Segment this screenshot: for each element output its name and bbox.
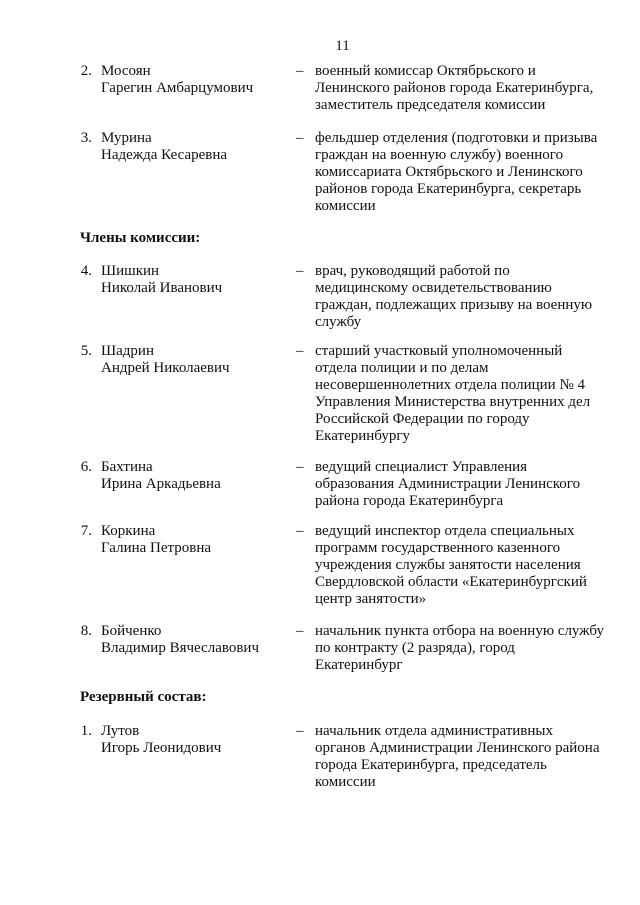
- description-line: начальник отдела административных: [315, 723, 553, 739]
- item-number: 4.: [80, 263, 92, 279]
- given-names: Андрей Николаевич: [101, 360, 230, 376]
- dash: –: [296, 723, 304, 739]
- person-name: [101, 63, 286, 97]
- description-line: районов города Екатеринбурга, секретарь: [315, 181, 582, 197]
- description-line: граждан, подлежащих призыву на военную: [315, 297, 593, 313]
- description-line: начальник пункта отбора на военную службу: [315, 623, 604, 639]
- description-line: заместитель председателя комиссии: [315, 97, 546, 113]
- surname: Коркина: [101, 523, 156, 539]
- description-line: района города Екатеринбурга: [315, 493, 504, 509]
- item-number: 6.: [80, 459, 92, 475]
- description-line: комиссариата Октябрьского и Ленинского: [315, 164, 583, 180]
- page-number: 11: [335, 38, 350, 54]
- dash: –: [296, 459, 304, 475]
- person-name: [101, 130, 286, 164]
- position-description: [315, 459, 615, 510]
- description-line: комиссии: [315, 198, 376, 214]
- description-line: военный комиссар Октябрьского и: [315, 63, 536, 79]
- description-line: Управления Министерства внутренних дел: [315, 394, 591, 410]
- given-names: Владимир Вячеславович: [101, 640, 259, 656]
- dash: –: [296, 623, 304, 639]
- description-line: Свердловской области «Екатеринбургский: [315, 574, 587, 590]
- person-name: [101, 459, 286, 493]
- person-name: [101, 723, 286, 757]
- item-number: 2.: [80, 63, 92, 79]
- given-names: Гарегин Амбарцумович: [101, 80, 254, 96]
- item-number: 8.: [80, 623, 92, 639]
- given-names: Николай Иванович: [101, 280, 223, 296]
- given-names: Игорь Леонидович: [101, 740, 222, 756]
- item-number: 5.: [80, 343, 92, 359]
- given-names: Галина Петровна: [101, 540, 212, 556]
- description-line: центр занятости»: [315, 591, 427, 607]
- surname: Мурина: [101, 130, 152, 146]
- description-line: отдела полиции и по делам: [315, 360, 489, 376]
- description-line: Екатеринбург: [315, 657, 403, 673]
- description-line: службу: [315, 314, 362, 330]
- position-description: [315, 63, 615, 114]
- description-line: врач, руководящий работой по: [315, 263, 510, 279]
- surname: Мосоян: [101, 63, 151, 79]
- person-name: [101, 343, 286, 377]
- position-description: [315, 343, 615, 445]
- given-names: Надежда Кесаревна: [101, 147, 228, 163]
- position-description: [315, 723, 615, 791]
- given-names: Ирина Аркадьевна: [101, 476, 221, 492]
- dash: –: [296, 63, 304, 79]
- dash: –: [296, 523, 304, 539]
- description-line: несовершеннолетних отдела полиции № 4: [315, 377, 586, 393]
- dash: –: [296, 130, 304, 146]
- description-line: образования Администрации Ленинского: [315, 476, 581, 492]
- item-number: 3.: [80, 130, 92, 146]
- position-description: [315, 523, 615, 608]
- surname: Шадрин: [101, 343, 154, 359]
- description-line: города Екатеринбурга, председатель: [315, 757, 547, 773]
- reserve-heading: Резервный состав:: [80, 689, 207, 705]
- item-number: 7.: [80, 523, 92, 539]
- person-name: [101, 623, 286, 657]
- description-line: старший участковый уполномоченный: [315, 343, 563, 359]
- person-name: [101, 263, 286, 297]
- description-line: органов Администрации Ленинского района: [315, 740, 600, 756]
- description-line: ведущий специалист Управления: [315, 459, 528, 475]
- description-line: медицинскому освидетельствованию: [315, 280, 552, 296]
- position-description: [315, 130, 615, 215]
- description-line: ведущий инспектор отдела специальных: [315, 523, 575, 539]
- description-line: комиссии: [315, 774, 376, 790]
- surname: Бойченко: [101, 623, 162, 639]
- dash: –: [296, 343, 304, 359]
- person-name: [101, 523, 286, 557]
- description-line: Российской Федерации по городу: [315, 411, 530, 427]
- surname: Лутов: [101, 723, 140, 739]
- description-line: Ленинского районов города Екатеринбурга,: [315, 80, 594, 96]
- description-line: Екатеринбургу: [315, 428, 410, 444]
- description-line: фельдшер отделения (подготовки и призыва: [315, 130, 598, 146]
- members-heading: Члены комиссии:: [80, 230, 201, 246]
- position-description: [315, 263, 615, 331]
- dash: –: [296, 263, 304, 279]
- surname: Бахтина: [101, 459, 153, 475]
- item-number: 1.: [80, 723, 92, 739]
- description-line: по контракту (2 разряда), город: [315, 640, 515, 656]
- surname: Шишкин: [101, 263, 160, 279]
- description-line: граждан на военную службу) военного: [315, 147, 564, 163]
- position-description: [315, 623, 615, 674]
- description-line: учреждения службы занятости населения: [315, 557, 581, 573]
- description-line: программ государственного казенного: [315, 540, 561, 556]
